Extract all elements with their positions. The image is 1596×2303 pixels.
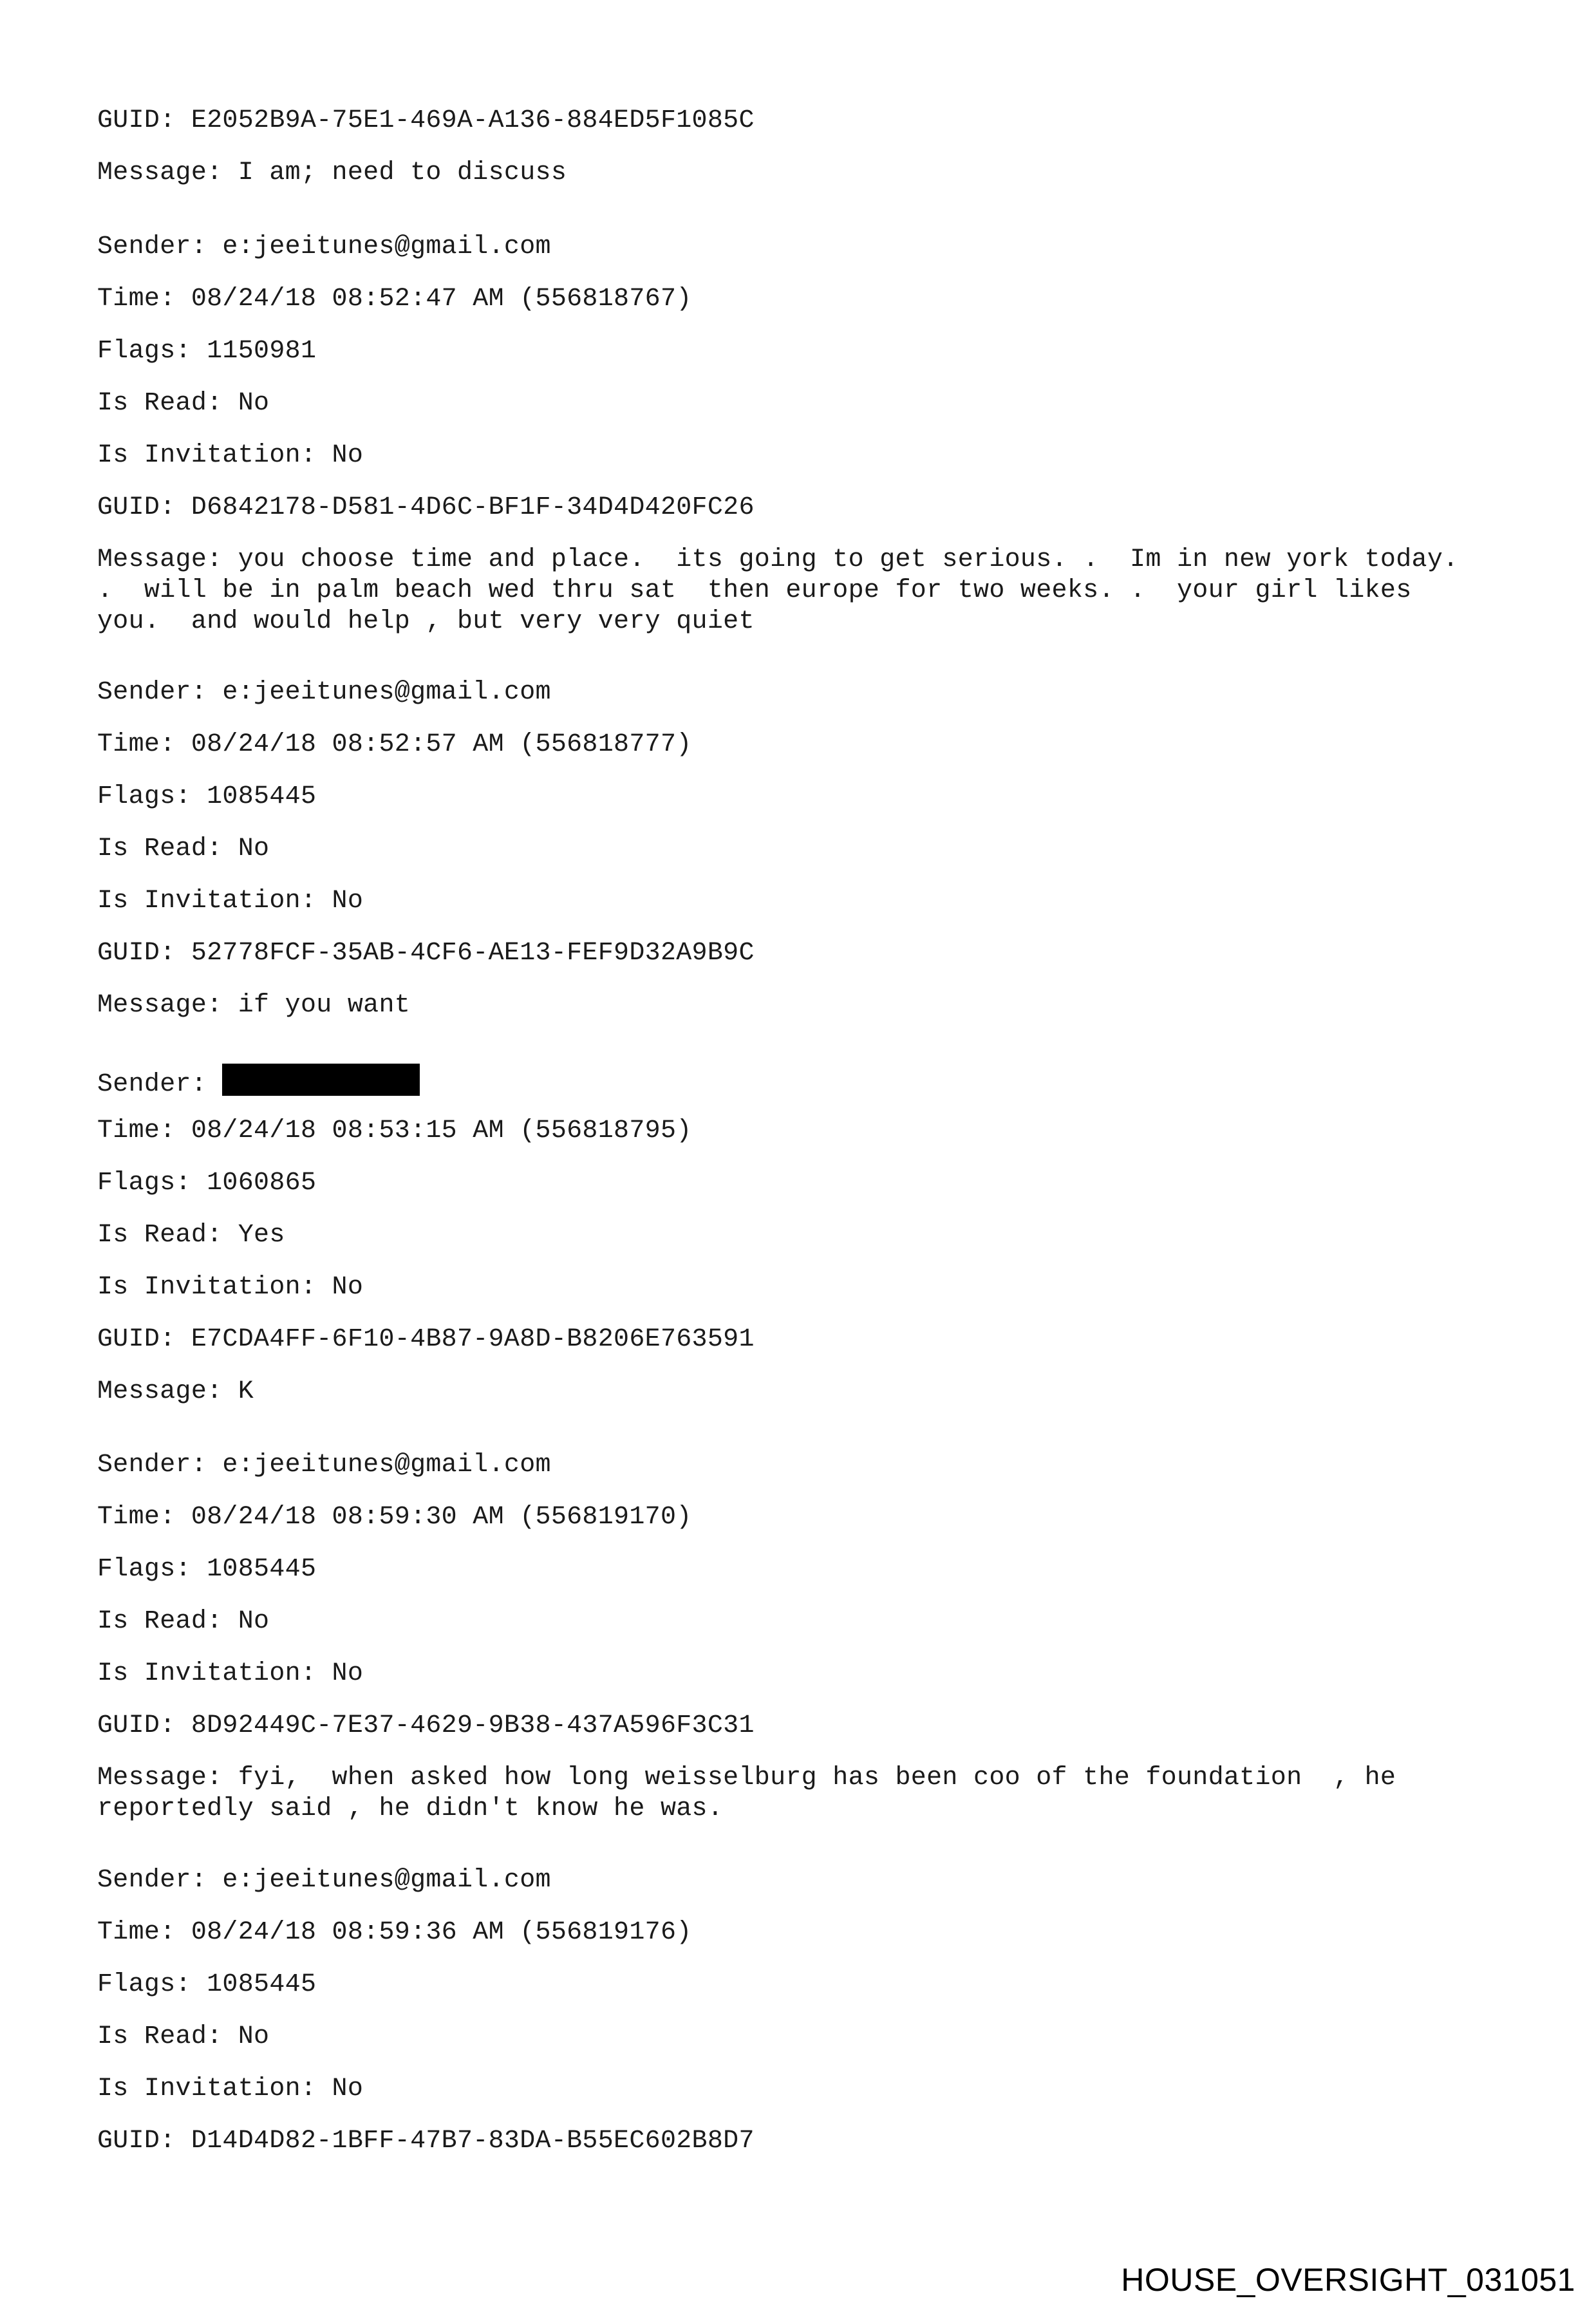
sender-line: [97, 1064, 420, 1100]
guid-line: GUID: E7CDA4FF-6F10-4B87-9A8D-B8206E763591: [97, 1325, 755, 1354]
guid-line: GUID: 8D92449C-7E37-4629-9B38-437A596F3C31: [97, 1711, 755, 1740]
flags-line: Flags: 1085445: [97, 782, 317, 811]
time-line: Time: 08/24/18 08:52:47 AM (556818767): [97, 285, 692, 314]
message-line: Message: I am; need to discuss: [97, 158, 567, 187]
sender-line: Sender: e:jeeitunes@gmail.com: [97, 1451, 551, 1480]
time-line: Time: 08/24/18 08:59:36 AM (556819176): [97, 1918, 692, 1947]
sender-line: Sender: e:jeeitunes@gmail.com: [97, 678, 551, 707]
is-invitation-line: Is Invitation: No: [97, 1273, 364, 1302]
flags-line: Flags: 1085445: [97, 1555, 317, 1584]
message-line: Message: K: [97, 1377, 254, 1406]
time-line: Time: 08/24/18 08:53:15 AM (556818795): [97, 1116, 692, 1145]
flags-line: Flags: 1150981: [97, 337, 317, 366]
bates-number: HOUSE_OVERSIGHT_031051: [1121, 2262, 1575, 2298]
guid-line: GUID: 52778FCF-35AB-4CF6-AE13-FEF9D32A9B9C: [97, 939, 755, 968]
message-line: Message: fyi, when asked how long weisselburg has been coo of the foundation , he reportedly said , he didn't know he was.: [97, 1763, 1396, 1823]
guid-line: GUID: D6842178-D581-4D6C-BF1F-34D4D420FC26: [97, 493, 755, 522]
message-line: Message: if you want: [97, 991, 411, 1020]
is-invitation-line: Is Invitation: No: [97, 2074, 364, 2103]
sender-line: Sender: e:jeeitunes@gmail.com: [97, 1866, 551, 1895]
is-read-line: Is Read: No: [97, 2022, 270, 2051]
sender-label: Sender:: [97, 1070, 207, 1099]
is-invitation-line: Is Invitation: No: [97, 1659, 364, 1688]
flags-line: Flags: 1060865: [97, 1169, 317, 1198]
time-line: Time: 08/24/18 08:59:30 AM (556819170): [97, 1503, 692, 1532]
guid-line: GUID: E2052B9A-75E1-469A-A136-884ED5F1085C: [97, 106, 755, 135]
flags-line: Flags: 1085445: [97, 1970, 317, 1999]
is-read-line: Is Read: No: [97, 834, 270, 863]
is-invitation-line: Is Invitation: No: [97, 441, 364, 470]
is-invitation-line: Is Invitation: No: [97, 887, 364, 916]
is-read-line: Is Read: No: [97, 1607, 270, 1636]
is-read-line: Is Read: No: [97, 389, 270, 418]
guid-line: GUID: D14D4D82-1BFF-47B7-83DA-B55EC602B8D7: [97, 2127, 755, 2156]
sender-line: Sender: e:jeeitunes@gmail.com: [97, 232, 551, 261]
redaction-box: [222, 1064, 420, 1096]
time-line: Time: 08/24/18 08:52:57 AM (556818777): [97, 730, 692, 759]
is-read-line: Is Read: Yes: [97, 1221, 285, 1250]
message-line: Message: you choose time and place. its going to get serious. . Im in new york today. . will be in palm beach wed thru sat then europe for two weeks. . your girl likes you. and would help , but very very quiet: [97, 545, 1459, 636]
